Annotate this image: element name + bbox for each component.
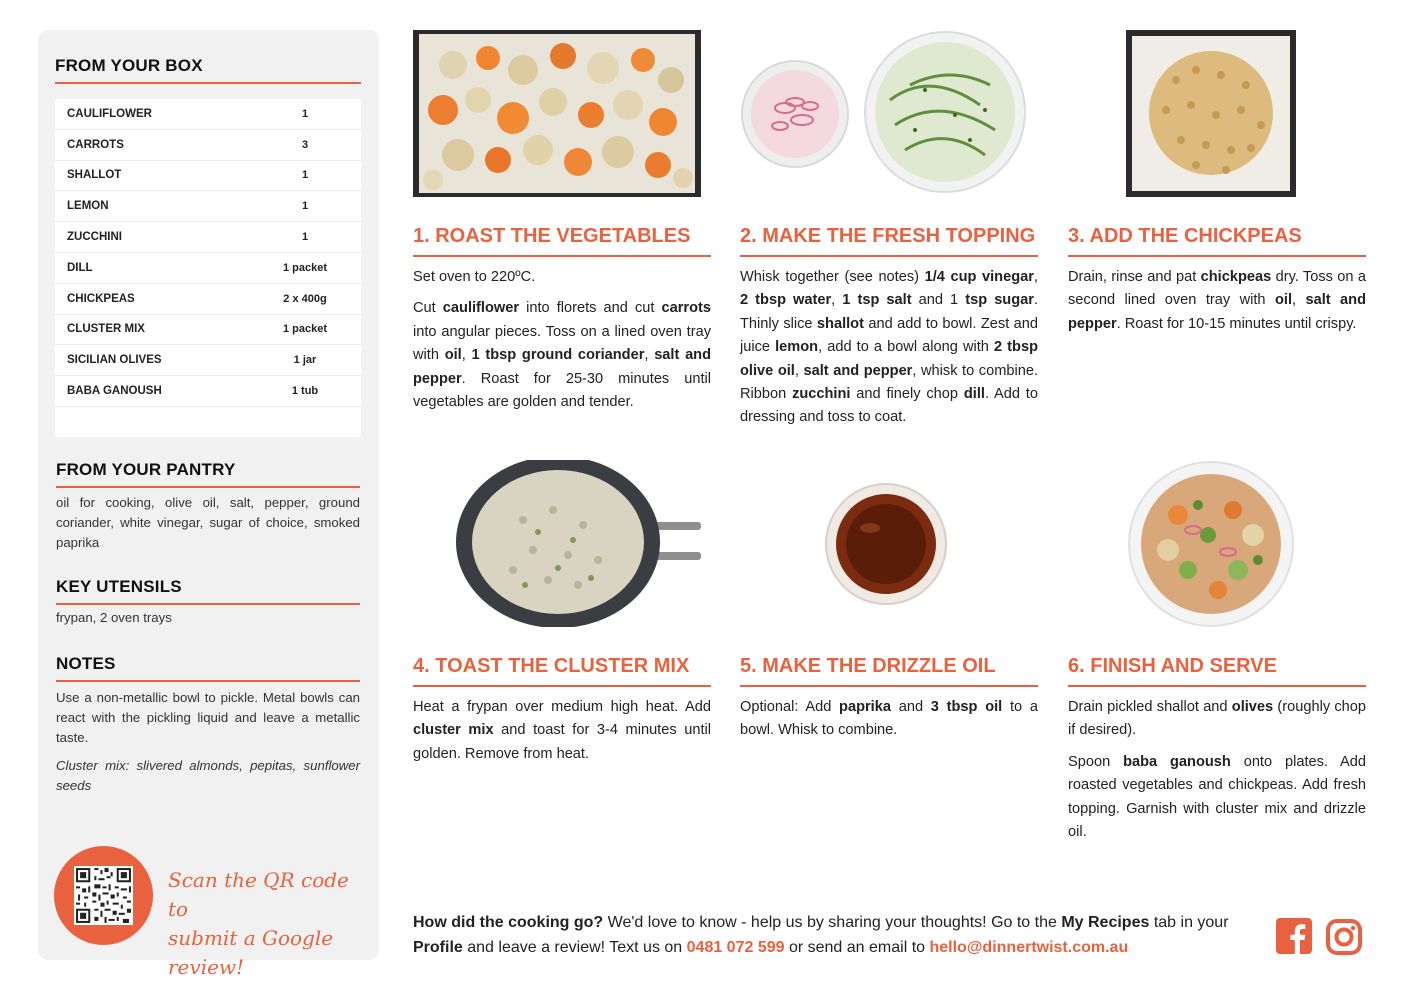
from-your-box-title: FROM YOUR BOX xyxy=(55,56,361,84)
item-qty: 1 xyxy=(301,200,309,213)
step-5-title: 5. MAKE THE DRIZZLE OIL xyxy=(740,655,1038,687)
step-1-p2: Cut cauliflower into florets and cut carrots into angular pieces. Toss on a lined oven tray with oil, 1 tbsp ground coriander, salt and pepper. Roast for 25-30 minutes until vegetables are golden and tender. xyxy=(413,300,712,411)
sidebar xyxy=(38,30,379,979)
table-row xyxy=(55,315,361,346)
item-qty: 2 x 400g xyxy=(283,292,327,305)
item-name: SHALLOT xyxy=(67,169,122,182)
table-row xyxy=(55,99,361,130)
item-qty: 1 xyxy=(301,107,309,120)
step-6-p1: Drain pickled shallot and olives (roughly chop if desired). xyxy=(1068,699,1366,739)
feedback-footer: How did the cooking go? We'd love to know - help us by sharing your thoughts! Go to the My Recipes tab in your Profile and leave a review! Text us on 0481 072 599 or send an email to hello@dinnertwist.com.au xyxy=(413,914,1229,956)
table-row xyxy=(55,284,361,315)
item-qty: 1 packet xyxy=(282,261,328,274)
step-5-p1: Optional: Add paprika and 3 tbsp oil to a bowl. Whisk to combine. xyxy=(740,699,1038,739)
step-1-p1: Set oven to 220ºC. xyxy=(413,269,536,285)
item-name: SICILIAN OLIVES xyxy=(67,354,162,367)
roast-vegetables-image xyxy=(413,30,701,197)
item-name: CLUSTER MIX xyxy=(67,323,145,336)
item-qty: 1 xyxy=(301,231,309,244)
chickpeas-image xyxy=(1126,30,1296,197)
facebook-icon[interactable] xyxy=(1276,918,1314,956)
step-4-title: 4. TOAST THE CLUSTER MIX xyxy=(413,655,711,687)
qr-code-badge[interactable] xyxy=(54,846,153,945)
step-6-text xyxy=(1068,696,1366,852)
qr-code-icon xyxy=(74,866,133,925)
notes-title: NOTES xyxy=(56,654,360,682)
step-2-title: 2. MAKE THE FRESH TOPPING xyxy=(740,225,1038,257)
step-1-title: 1. ROAST THE VEGETABLES xyxy=(413,225,711,257)
cluster-mix-image xyxy=(413,460,701,627)
phone-link[interactable]: 0481 072 599 xyxy=(686,939,785,956)
table-row xyxy=(55,345,361,376)
instagram-icon[interactable] xyxy=(1325,918,1363,956)
item-name: LEMON xyxy=(67,200,109,213)
step-3-text xyxy=(1068,266,1366,344)
item-qty: 1 xyxy=(301,169,309,182)
box-items-table xyxy=(55,99,361,437)
item-qty: 1 packet xyxy=(282,323,328,336)
item-name: CARROTS xyxy=(67,138,124,151)
step-4-text xyxy=(413,696,711,774)
item-qty: 1 tub xyxy=(291,385,319,398)
key-utensils-title: KEY UTENSILS xyxy=(56,577,360,605)
profile-link[interactable]: Profile xyxy=(413,939,463,956)
footer-question: How did the cooking go? xyxy=(413,914,604,931)
drizzle-oil-image xyxy=(740,460,1038,627)
item-name: CAULIFLOWER xyxy=(67,107,152,120)
notes-cluster-mix: Cluster mix: slivered almonds, pepitas, sunflower seeds xyxy=(56,758,360,793)
utensils-text: frypan, 2 oven trays xyxy=(56,610,172,625)
item-name: DILL xyxy=(67,261,93,274)
my-recipes-link[interactable]: My Recipes xyxy=(1061,914,1150,931)
table-row xyxy=(55,222,361,253)
item-name: ZUCCHINI xyxy=(67,231,122,244)
table-row xyxy=(55,130,361,161)
qr-text-line1: Scan the QR code to xyxy=(168,868,349,921)
item-name: CHICKPEAS xyxy=(67,292,135,305)
step-4-p1: Heat a frypan over medium high heat. Add cluster mix and toast for 3-4 minutes until golden. Remove from heat. xyxy=(413,699,711,762)
item-qty: 3 xyxy=(301,138,309,151)
step-3-title: 3. ADD THE CHICKPEAS xyxy=(1068,225,1366,257)
item-qty: 1 jar xyxy=(293,354,317,367)
email-link[interactable]: hello@dinnertwist.com.au xyxy=(929,939,1129,956)
from-your-pantry-title: FROM YOUR PANTRY xyxy=(56,460,360,488)
item-name: BABA GANOUSH xyxy=(67,385,162,398)
table-row xyxy=(55,191,361,222)
step-6-title: 6. FINISH AND SERVE xyxy=(1068,655,1366,687)
step-5-text xyxy=(740,696,1038,751)
qr-text-line2: submit a Google review! xyxy=(168,926,334,979)
step-3-p1: Drain, rinse and pat chickpeas dry. Toss on a second lined oven tray with oil, salt and pepper. Roast for 10-15 minutes until crispy. xyxy=(1068,269,1367,332)
step-2-p1: Whisk together (see notes) 1/4 cup vinegar, 2 tbsp water, 1 tsp salt and 1 tsp sugar. Thinly slice shallot and add to bowl. Zest and juice lemon, add to a bowl along with 2 tbsp olive oil, salt and pepper, whisk to combine. Ribbon zucchini and finely chop dill. Add to dressing and toss to coat. xyxy=(740,269,1039,426)
step-1-text xyxy=(413,266,711,422)
pantry-text: oil for cooking, olive oil, salt, pepper, ground coriander, white vinegar, sugar of choice, smoked paprika xyxy=(56,495,360,550)
table-row xyxy=(55,161,361,192)
qr-review-text xyxy=(168,866,368,982)
step-2-text xyxy=(740,266,1038,438)
fresh-topping-image xyxy=(740,30,1038,197)
table-row xyxy=(55,376,361,407)
step-6-p2: Spoon baba ganoush onto plates. Add roasted vegetables and chickpeas. Add fresh topping. Garnish with cluster mix and drizzle oil. xyxy=(1068,753,1367,841)
notes-text xyxy=(56,688,360,804)
notes-paragraph: Use a non-metallic bowl to pickle. Metal bowls can react with the pickling liquid and leave a metallic taste. xyxy=(56,690,360,745)
table-row xyxy=(55,253,361,284)
finish-serve-image xyxy=(1068,460,1366,627)
